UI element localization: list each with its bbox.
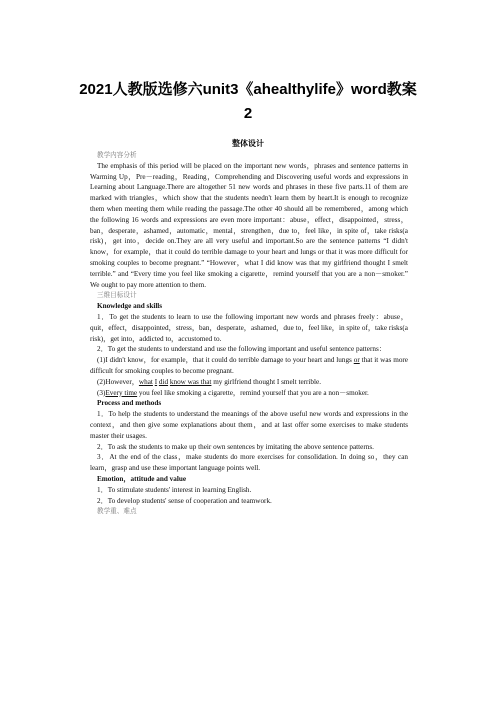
- emotion-heading: Emotion，attitude and value: [97, 474, 187, 483]
- knowledge-item-2: 2．To get the students to understand and use the following important and useful sentence patterns：: [97, 345, 386, 354]
- analysis-heading: 教学内容分析: [97, 151, 137, 159]
- title-line-2: 2: [243, 105, 253, 122]
- section-heading: 整体设计: [232, 139, 264, 148]
- emotion-item-1: 1．To stimulate students' interest in learning English.: [97, 485, 252, 494]
- process-item-2: 2．To ask the students to make up their own sentences by imitating the above sentence patterns.: [97, 442, 374, 451]
- title-line-1: 2021人教版选修六unit3《ahealthylife》word教案: [79, 81, 417, 98]
- process-item-1: 1．To help the students to understand the meanings of the above useful new words and expressions in the context，and then give some explanations about them，and at last offer some exercises to make students master their usages.: [90, 410, 408, 440]
- sentence-pattern-2: (2)However，what I did know was that my girlfriend thought I smelt terrible.: [97, 377, 322, 386]
- document-title: [40, 78, 456, 126]
- key-points-heading: 教学重、难点: [97, 507, 137, 516]
- process-heading: Process and methods: [97, 399, 162, 408]
- knowledge-heading: Knowledge and skills: [97, 302, 163, 311]
- knowledge-item-1: 1．To get the students to learn to use the following important new words and phrases freely：abuse，quit，effect，disappointed，stress，ban，desperate，ashamed，due to，feel like，in spite of，take risks(a risk)，get into，addicted to，accustomed to.: [90, 312, 408, 343]
- sentence-pattern-1: (1)I didn't know，for example，that it could do terrible damage to your heart and lungs or that it was more difficult for smoking couples to become pregnant.: [90, 356, 408, 375]
- sentence-pattern-3: (3)Every time you feel like smoking a cigarette，remind yourself that you are a non－smoker.: [97, 388, 369, 397]
- emotion-item-2: 2．To develop students' sense of cooperation and teamwork.: [97, 496, 272, 505]
- process-item-3: 3．At the end of the class，make students do more exercises for consolidation. In doing so，they can learn，grasp and use these important language points well.: [90, 453, 408, 473]
- objectives-heading: 三维目标设计: [97, 291, 137, 300]
- analysis-paragraph: The emphasis of this period will be placed on the important new words，phrases and sentence patterns in Warming Up，Pre－reading，Reading，Comprehending and Discovering useful words and expressions in Learning about Language.There are altogether 51 new words and phrases in these five parts.11 of them are marked with triangles，which show that the students needn't learn them by heart.It is enough to recognize them when meeting them while reading the passage.The other 40 should all be remembered，among which the following 16 words and expressions are even more important：abuse，effect，disappointed，stress，ban，desperate，ashamed，automatic，mental，strengthen，due to，feel like，in spite of，take risks(a risk)，get into，decide on.They are all very useful and important.So are the sentence patterns “I didn't know，for example，that it could do terrible damage to your heart and lungs or that it was more difficult for smoking couples to become pregnant.” “However，what I did know was that my girlfriend thought I smelt terrible.” and “Every time you feel like smoking a cigarette，remind yourself that you are a non－smoker.” We ought to pay more attention to them.: [90, 161, 408, 289]
- document-body: [90, 150, 408, 517]
